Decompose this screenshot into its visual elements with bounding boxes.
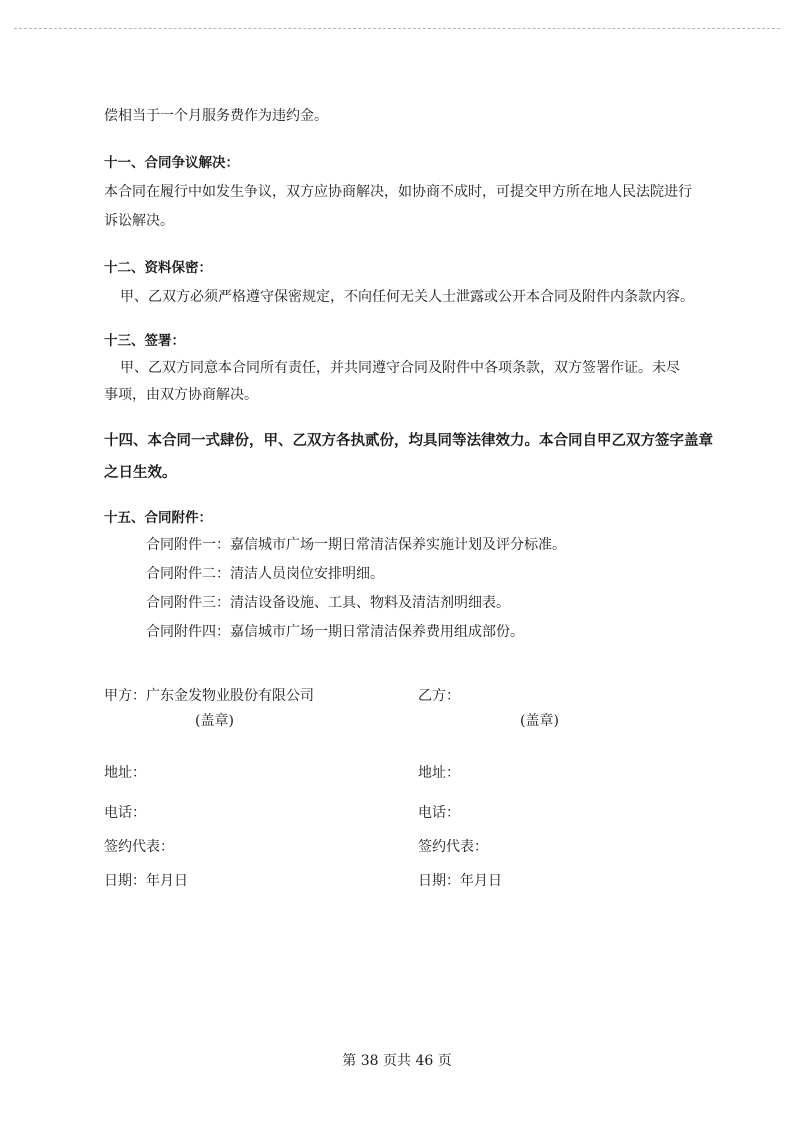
section-12-text: 甲、乙双方必须严格遵守保密规定，不向任何无关人士泄露或公开本合同及附件内条款内容。 — [120, 289, 694, 305]
section-11-heading: 十一、合同争议解决： — [104, 155, 239, 171]
section-12-heading: 十二、资料保密： — [104, 260, 212, 276]
party-b-date: 日期：年月日 — [418, 873, 502, 889]
section-11-text-line1: 本合同在履行中如发生争议，双方应协商解决，如协商不成时，可提交甲方所在地人民法院进行 — [104, 184, 692, 200]
party-b-representative: 签约代表： — [418, 839, 488, 855]
section-11-text-line2: 诉讼解决。 — [104, 213, 174, 229]
attachment-item: 合同附件一：嘉信城市广场一期日常清洁保养实施计划及评分标准。 — [146, 537, 566, 553]
attachment-item: 合同附件二：清洁人员岗位安排明细。 — [146, 566, 384, 582]
attachment-item: 合同附件三：清洁设备设施、工具、物料及清洁剂明细表。 — [146, 595, 510, 611]
section-14-text-line2: 之日生效。 — [104, 465, 177, 481]
party-a-date: 日期：年月日 — [104, 873, 188, 889]
section-13-text-line2: 事项，由双方协商解决。 — [104, 387, 258, 403]
party-b-label: 乙方： — [418, 688, 460, 704]
section-13-heading: 十三、签署： — [104, 333, 185, 349]
party-b-address: 地址： — [418, 765, 460, 781]
attachment-item: 合同附件四：嘉信城市广场一期日常清洁保养费用组成部份。 — [146, 624, 524, 640]
section-15-heading: 十五、合同附件： — [104, 510, 212, 526]
party-a-representative: 签约代表： — [104, 839, 174, 855]
party-b-phone: 电话： — [418, 805, 460, 821]
page-number: 第 38 页共 46 页 — [342, 1053, 452, 1069]
party-a-address: 地址： — [104, 765, 146, 781]
party-a-seal: (盖章) — [195, 713, 234, 729]
party-a-phone: 电话： — [104, 805, 146, 821]
section-14-text-line1: 十四、本合同一式肆份，甲、乙双方各执贰份，均具同等法律效力。本合同自甲乙双方签字盖章 — [104, 433, 713, 449]
continuation-text: 偿相当于一个月服务费作为违约金。 — [104, 108, 328, 124]
section-13-text-line1: 甲、乙双方同意本合同所有责任，并共同遵守合同及附件中各项条款，双方签署作证。未尽 — [120, 360, 680, 376]
party-a-label: 甲方：广东金发物业股份有限公司 — [104, 688, 314, 704]
scan-top-border — [14, 28, 780, 29]
party-b-seal: (盖章) — [520, 713, 559, 729]
